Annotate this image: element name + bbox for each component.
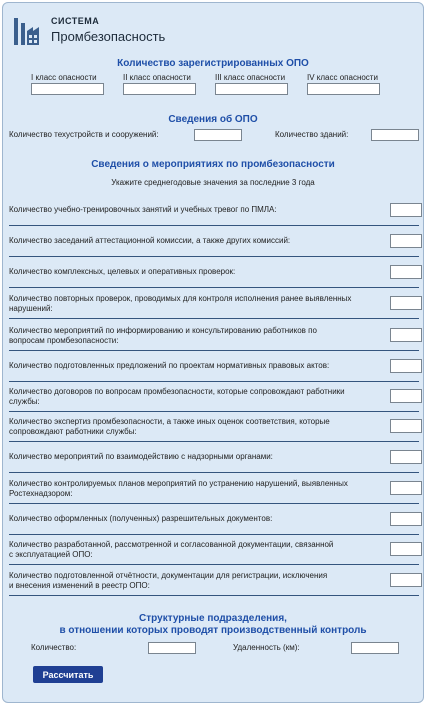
question-row [9,258,419,288]
class-label-1: I класс опасности [31,73,97,82]
question-label [9,514,364,524]
question-input[interactable] [390,389,422,403]
app-header [11,11,211,51]
question-row [9,505,419,535]
question-label [9,267,364,277]
section-title-safety-measures: Сведения о мероприятиях по промбезопасности [91,159,335,170]
question-row [9,382,419,412]
class-2-input[interactable] [123,83,196,95]
question-row [9,443,419,473]
units-count-label: Количество: [31,643,77,652]
row-divider [9,256,419,257]
question-row [9,352,419,382]
question-label-line: Количество заседаний аттестационной комиссии, а также других комиссий: [9,236,291,245]
question-label [9,452,364,462]
question-label-line: Количество оформленных (полученных) разрешительных документов: [9,514,273,523]
question-input[interactable] [390,359,422,373]
question-row [9,474,419,504]
question-input[interactable] [390,203,422,217]
question-label-line: нарушений: [9,304,53,313]
question-row [9,196,419,226]
section-title-registered-opo: Количество зарегистрированных ОПО [117,58,309,69]
question-label-line: Количество учебно-тренировочных занятий и учебных тревог по ПМЛА: [9,205,277,214]
question-input[interactable] [390,234,422,248]
question-label [9,205,364,215]
row-divider [9,564,419,565]
row-divider [9,595,419,596]
question-label [9,326,364,346]
question-label-line: Количество подготовленных предложений по проектам нормативных правовых актов: [9,361,330,370]
question-label-line: Количество договоров по вопросам промбезопасности, которые сопровождают работники [9,387,345,396]
class-label-4: IV класс опасности [307,73,378,82]
buildings-label: Количество зданий: [275,130,349,139]
buildings-input[interactable] [371,129,419,141]
units-distance-label: Удаленность (км): [233,643,300,652]
question-label-line: Количество разработанной, рассмотренной и согласованной документации, связанной [9,540,334,549]
row-divider [9,441,419,442]
question-label [9,540,364,560]
row-divider [9,318,419,319]
section-title-opo-info: Сведения об ОПО [168,114,258,125]
question-label-line: сопровождают работники службы: [9,427,137,436]
question-row [9,566,419,596]
question-input[interactable] [390,265,422,279]
question-row [9,321,419,351]
class-1-input[interactable] [31,83,104,95]
question-input[interactable] [390,328,422,342]
question-label [9,479,364,499]
units-count-input[interactable] [148,642,196,654]
question-input[interactable] [390,419,422,433]
question-row [9,535,419,565]
question-label-line: Количество экспертиз промбезопасности, а также иных оценок соответствия, которые [9,417,330,426]
devices-label: Количество техустройств и сооружений: [9,130,159,139]
question-input[interactable] [390,573,422,587]
question-label [9,417,364,437]
class-label-3: III класс опасности [215,73,286,82]
question-input[interactable] [390,542,422,556]
row-divider [9,287,419,288]
question-label [9,571,364,591]
class-4-input[interactable] [307,83,380,95]
class-3-input[interactable] [215,83,288,95]
question-input[interactable] [390,512,422,526]
row-divider [9,225,419,226]
question-label [9,387,364,407]
question-input[interactable] [390,450,422,464]
question-input[interactable] [390,481,422,495]
question-label-line: Количество комплексных, целевых и оперативных проверок: [9,267,236,276]
question-label-line: и внесения изменений в реестр ОПО: [9,581,150,590]
calculator-panel [2,2,424,703]
brand-title: Промбезопасность [51,29,166,44]
question-label-line: Количество мероприятий по взаимодействию с надзорными органами: [9,452,273,461]
brand-caption: СИСТЕМА [51,16,100,26]
row-divider [9,350,419,351]
question-label-line: Количество повторных проверок, проводимых для контроля исполнения ранее выявленных [9,294,352,303]
question-row [9,227,419,257]
row-divider [9,503,419,504]
section-title-units-line1: Структурные подразделения, [139,613,287,624]
question-row [9,289,419,319]
question-label-line: вопросам промбезопасности: [9,336,119,345]
units-distance-input[interactable] [351,642,399,654]
question-row [9,412,419,442]
calculate-button[interactable]: Рассчитать [33,666,103,683]
question-label [9,361,364,371]
question-label-line: службы: [9,397,40,406]
averages-hint: Укажите среднегодовые значения за последние 3 года [111,178,315,187]
question-label-line: Ростехнадзором: [9,489,73,498]
question-input[interactable] [390,296,422,310]
factory-logo-icon [11,15,43,47]
question-label-line: с эксплуатацией ОПО: [9,550,93,559]
question-label [9,294,364,314]
question-label-line: Количество контролируемых планов мероприятий по устранению нарушений, выявленных [9,479,348,488]
question-label [9,236,364,246]
section-title-units-line2: в отношении которых проводят производственный контроль [59,625,367,636]
devices-input[interactable] [194,129,242,141]
row-divider [9,472,419,473]
question-label-line: Количество подготовленной отчётности, документации для регистрации, исключения [9,571,328,580]
class-label-2: II класс опасности [123,73,191,82]
question-label-line: Количество мероприятий по информированию и консультированию работников по [9,326,317,335]
